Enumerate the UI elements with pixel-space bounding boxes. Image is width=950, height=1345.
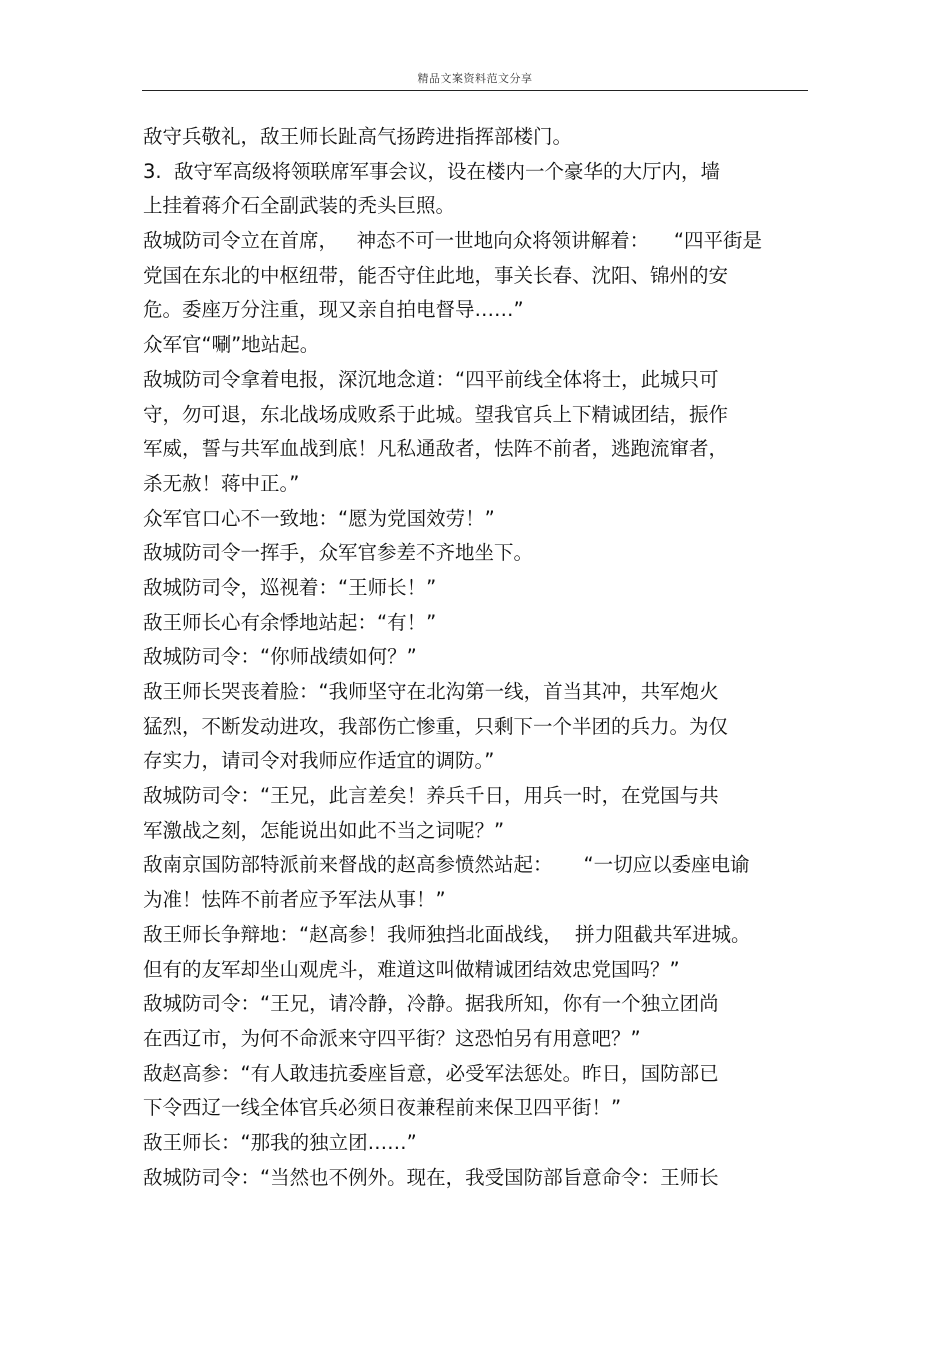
- text-line: 敌城防司令：“你师战绩如何？”: [143, 645, 417, 669]
- text-line: 猛烈，不断发动进攻，我部伤亡惨重，只剩下一个半团的兵力。为仅: [143, 714, 729, 738]
- text-line: 敌南京国防部特派前来督战的赵高参愤然站起： “一切应以委座电谕: [143, 853, 750, 877]
- text-line: 但有的友军却坐山观虎斗，难道这叫做精诚团结效忠党国吗？”: [143, 957, 680, 981]
- text-line: 军威，誓与共军血战到底！凡私通敌者，怯阵不前者，逃跑流窜者，: [143, 437, 729, 461]
- text-line: 党国在东北的中枢纽带，能否守住此地，事关长春、沈阳、锦州的安: [143, 263, 729, 287]
- text-line: 敌王师长心有余悸地站起：“有！”: [143, 610, 437, 634]
- text-line: 敌赵高参：“有人敢违抗委座旨意，必受军法惩处。昨日，国防部已: [143, 1061, 719, 1085]
- text-line: 敌王师长：“那我的独立团……”: [143, 1130, 417, 1154]
- text-line: 上挂着蒋介石全副武装的秃头巨照。: [143, 194, 456, 218]
- text-line: 敌城防司令：“王兄，此言差矣！养兵千日，用兵一时，在党国与共: [143, 784, 719, 808]
- header-divider: [142, 90, 808, 91]
- text-line: 敌城防司令：“王兄，请冷静，冷静。据我所知，你有一个独立团尚: [143, 992, 719, 1016]
- text-line: 敌城防司令立在首席， 神态不可一世地向众将领讲解着： “四平街是: [143, 229, 762, 253]
- text-line: 敌王师长哭丧着脸：“我师坚守在北沟第一线，首当其冲，共军炮火: [143, 680, 719, 703]
- text-line: 在西辽市，为何不命派来守四平街？这恐怕另有用意吧？”: [143, 1026, 641, 1050]
- text-line: 敌王师长争辩地：“赵高参！我师独挡北面战线， 拼力阻截共军进城。: [143, 922, 751, 946]
- text-line: 危。委座万分注重，现又亲自拍电督导……”: [143, 298, 524, 322]
- text-line: 敌城防司令：“当然也不例外。现在，我受国防部旨意命令：王师长: [143, 1165, 719, 1189]
- text-line: 军激战之刻，怎能说出如此不当之词呢？”: [143, 818, 505, 842]
- text-line: 下令西辽一线全体官兵必须日夜兼程前来保卫四平街！”: [143, 1096, 622, 1120]
- text-line: 众军官“唰”地站起。: [143, 333, 320, 357]
- text-line: 杀无赦！蒋中正。”: [143, 471, 300, 495]
- text-line: 敌城防司令，巡视着：“王师长！”: [143, 575, 437, 599]
- text-line: 3. 敌守军高级将领联席军事会议，设在楼内一个豪华的大厅内，墙: [143, 159, 721, 183]
- text-line: 敌守兵敬礼，敌王师长趾高气扬跨进指挥部楼门。: [143, 125, 573, 148]
- text-line: 为准！怯阵不前者应予军法从事！”: [143, 888, 446, 912]
- text-line: 存实力，请司令对我师应作适宜的调防。”: [143, 749, 495, 773]
- document-body: [143, 120, 823, 1195]
- page-header-title: 精品文案资料范文分享: [417, 72, 533, 85]
- text-line: 守，勿可退，东北战场成败系于此城。望我官兵上下精诚团结，振作: [143, 402, 729, 426]
- text-line: 众军官口心不一致地：“愿为党国效劳！”: [143, 506, 495, 530]
- text-line: 敌城防司令一挥手，众军官参差不齐地坐下。: [143, 541, 534, 565]
- text-line: 敌城防司令拿着电报，深沉地念道：“四平前线全体将士，此城只可: [143, 367, 719, 391]
